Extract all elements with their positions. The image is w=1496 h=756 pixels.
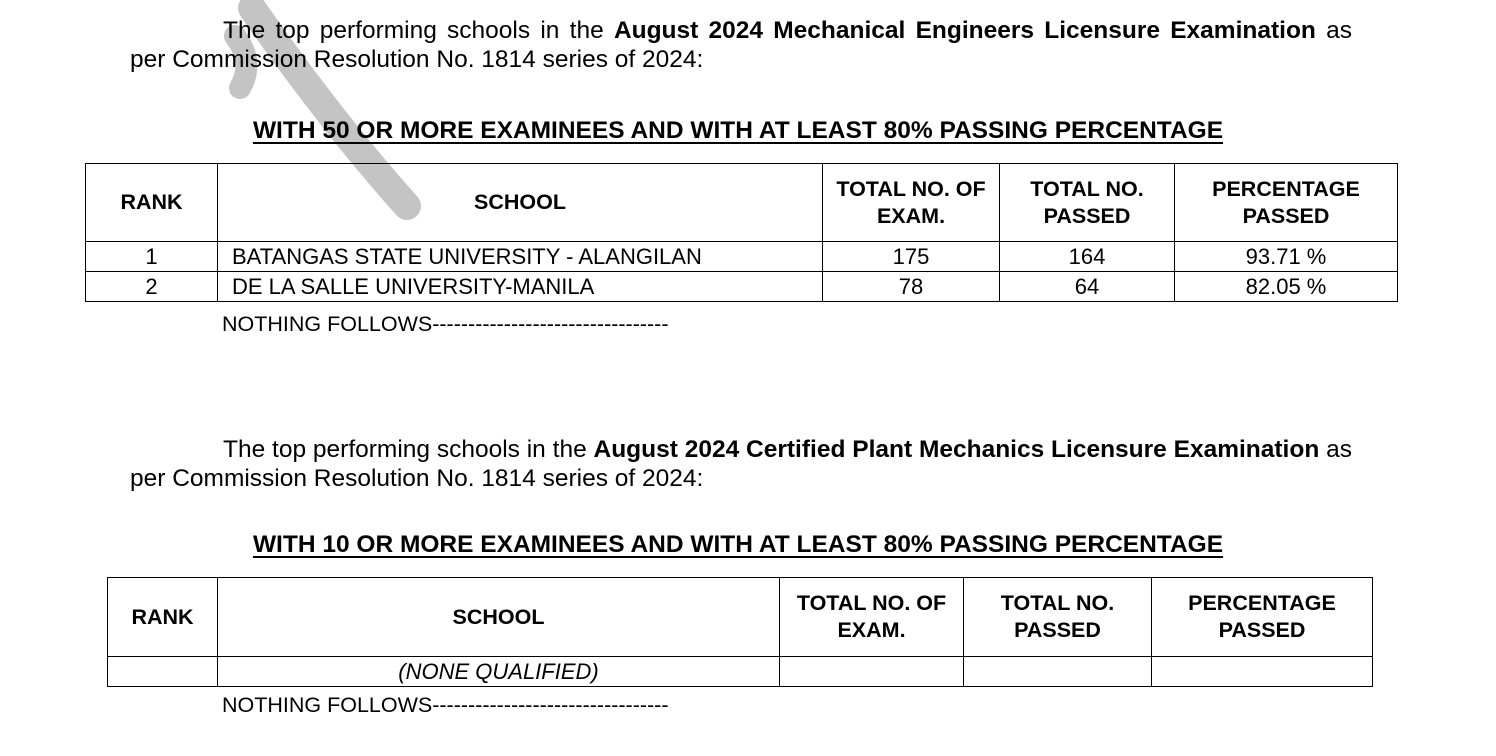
table-header-row	[108, 578, 1373, 657]
nothing-follows-note: NOTHING FOLLOWS---------------------------------	[222, 693, 669, 717]
table-row	[86, 272, 1398, 302]
percentage-cell: 93.71 %	[1175, 242, 1398, 272]
section-2-heading: WITH 10 OR MORE EXAMINEES AND WITH AT LEAST 80% PASSING PERCENTAGE	[252, 531, 1224, 558]
exam-name: August 2024 Certified Plant Mechanics Licensure Examination	[593, 436, 1320, 463]
column-header-percentage: PERCENTAGE PASSED	[1152, 578, 1373, 657]
table-row	[108, 657, 1373, 687]
column-header-total-passed: TOTAL NO. PASSED	[964, 578, 1152, 657]
column-header-rank: RANK	[86, 164, 218, 242]
nothing-follows-note: NOTHING FOLLOWS---------------------------------	[222, 312, 669, 336]
school-cell: (NONE QUALIFIED)	[218, 657, 780, 687]
section-2-results-table	[107, 577, 1373, 687]
column-header-school: SCHOOL	[218, 578, 780, 657]
column-header-total-exam: TOTAL NO. OF EXAM.	[780, 578, 964, 657]
table-header-row	[86, 164, 1398, 242]
total-exam-cell: 175	[823, 242, 1000, 272]
total-exam-cell	[780, 657, 964, 687]
total-passed-cell	[964, 657, 1152, 687]
section-1-heading: WITH 50 OR MORE EXAMINEES AND WITH AT LEAST 80% PASSING PERCENTAGE	[252, 117, 1224, 144]
total-exam-cell: 78	[823, 272, 1000, 302]
column-header-school: SCHOOL	[218, 164, 823, 242]
section-2-intro: The top performing schools in the August 2024 Certified Plant Mechanics Licensure Examination as per Commission Resolution No. 1814 series of 2024:	[130, 436, 1352, 492]
section-1-intro: The top performing schools in the August 2024 Mechanical Engineers Licensure Examination as per Commission Resolution No. 1814 series of 2024:	[130, 17, 1353, 73]
total-passed-cell: 164	[1000, 242, 1175, 272]
percentage-cell: 82.05 %	[1175, 272, 1398, 302]
school-cell: DE LA SALLE UNIVERSITY-MANILA	[218, 272, 823, 302]
column-header-total-exam: TOTAL NO. OF EXAM.	[823, 164, 1000, 242]
column-header-rank: RANK	[108, 578, 218, 657]
total-passed-cell: 64	[1000, 272, 1175, 302]
rank-cell: 1	[86, 242, 218, 272]
school-cell: BATANGAS STATE UNIVERSITY - ALANGILAN	[218, 242, 823, 272]
column-header-total-passed: TOTAL NO. PASSED	[1000, 164, 1175, 242]
column-header-percentage: PERCENTAGE PASSED	[1175, 164, 1398, 242]
rank-cell	[108, 657, 218, 687]
table-row	[86, 242, 1398, 272]
rank-cell: 2	[86, 272, 218, 302]
percentage-cell	[1152, 657, 1373, 687]
exam-name: August 2024 Mechanical Engineers Licensure Examination	[613, 17, 1316, 44]
section-1-results-table	[85, 163, 1398, 302]
